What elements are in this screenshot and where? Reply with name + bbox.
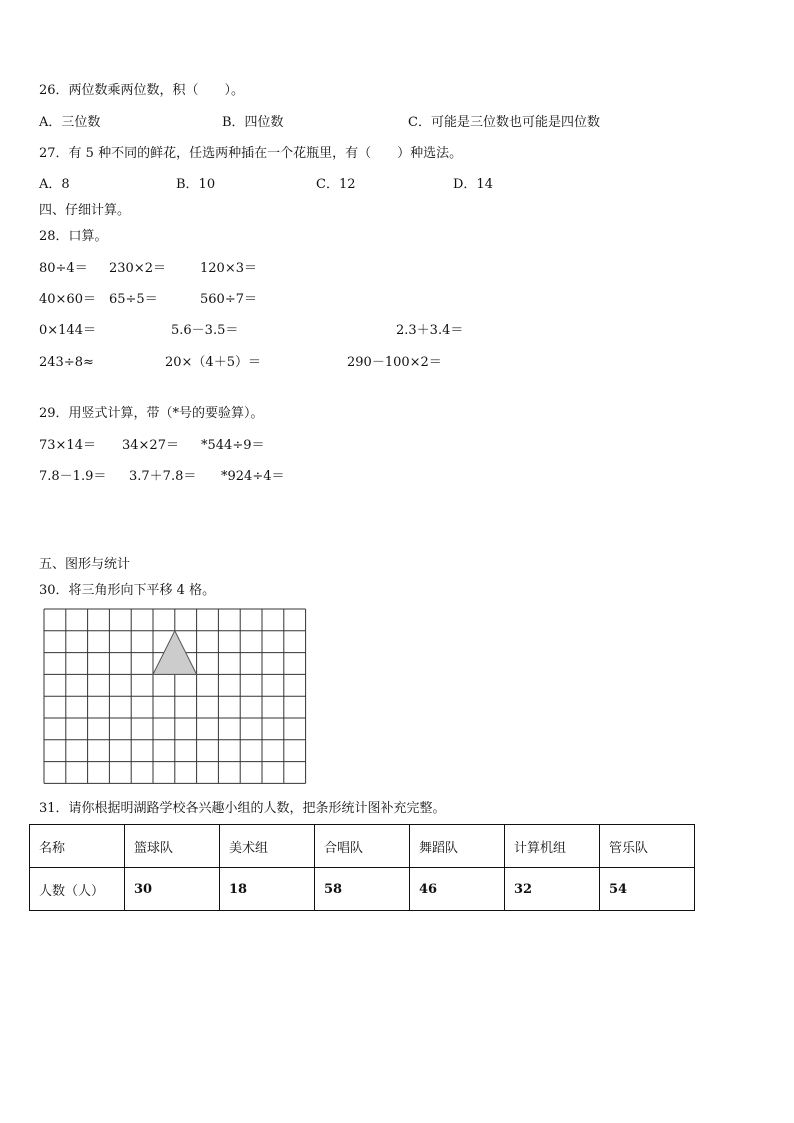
q27-option-a: A．8	[39, 177, 70, 192]
q28-item: 20×（4＋5）＝	[165, 355, 261, 370]
q29-item: *544÷9＝	[201, 438, 265, 453]
table-cell-count: 54	[600, 868, 695, 911]
table-cell-group: 合唱队	[315, 825, 410, 868]
table-cell-group: 管乐队	[600, 825, 695, 868]
q28-item: 0×144＝	[39, 323, 96, 338]
q30-stem: 30．将三角形向下平移 4 格。	[39, 583, 216, 598]
table-cell-group: 美术组	[220, 825, 315, 868]
q29-item: 3.7＋7.8＝	[129, 469, 197, 484]
table-value-label: 人数（人）	[30, 868, 125, 911]
q28-item: 2.3＋3.4＝	[396, 323, 464, 338]
q27-option-d: D．14	[453, 177, 493, 192]
q29-item: 34×27＝	[122, 438, 179, 453]
q29-stem: 29．用竖式计算，带（*号的要验算）。	[39, 406, 264, 421]
q27-option-c: C．12	[316, 177, 356, 192]
interest-group-table	[29, 824, 695, 911]
q26-option-c: C．可能是三位数也可能是四位数	[408, 115, 600, 130]
q26-option-b: B．四位数	[222, 115, 284, 130]
table-cell-group: 计算机组	[505, 825, 600, 868]
q26-stem: 26．两位数乘两位数，积（ ）。	[39, 83, 245, 98]
q29-item: *924÷4＝	[221, 469, 285, 484]
table-row-counts	[30, 868, 695, 911]
table-cell-group: 舞蹈队	[410, 825, 505, 868]
q29-item: 73×14＝	[39, 438, 96, 453]
q28-item: 5.6－3.5＝	[171, 323, 239, 338]
q31-stem: 31．请你根据明湖路学校各兴趣小组的人数，把条形统计图补充完整。	[39, 801, 446, 816]
section-5-heading: 五、图形与统计	[39, 557, 131, 572]
table-cell-count: 32	[505, 868, 600, 911]
q28-item: 40×60＝	[39, 292, 96, 307]
q28-item: 120×3＝	[200, 261, 257, 276]
table-cell-group: 篮球队	[125, 825, 220, 868]
table-cell-count: 30	[125, 868, 220, 911]
q28-item: 560÷7＝	[200, 292, 257, 307]
q28-item: 65÷5＝	[109, 292, 158, 307]
q30-grid-figure	[43, 608, 307, 794]
q27-stem: 27．有 5 种不同的鲜花，任选两种插在一个花瓶里，有（ ）种选法。	[39, 146, 463, 161]
q28-item: 243÷8≈	[39, 355, 94, 370]
table-cell-count: 18	[220, 868, 315, 911]
table-cell-count: 46	[410, 868, 505, 911]
square-grid	[43, 608, 307, 790]
q28-item: 290－100×2＝	[347, 355, 442, 370]
q26-option-a: A．三位数	[39, 115, 101, 130]
q28-item: 80÷4＝	[39, 261, 88, 276]
table-header-label: 名称	[30, 825, 125, 868]
section-4-heading: 四、仔细计算。	[39, 203, 131, 218]
q28-stem: 28．口算。	[39, 229, 108, 244]
q29-item: 7.8－1.9＝	[39, 469, 107, 484]
q28-item: 230×2＝	[109, 261, 166, 276]
table-cell-count: 58	[315, 868, 410, 911]
q27-option-b: B．10	[176, 177, 216, 192]
table-row-names	[30, 825, 695, 868]
